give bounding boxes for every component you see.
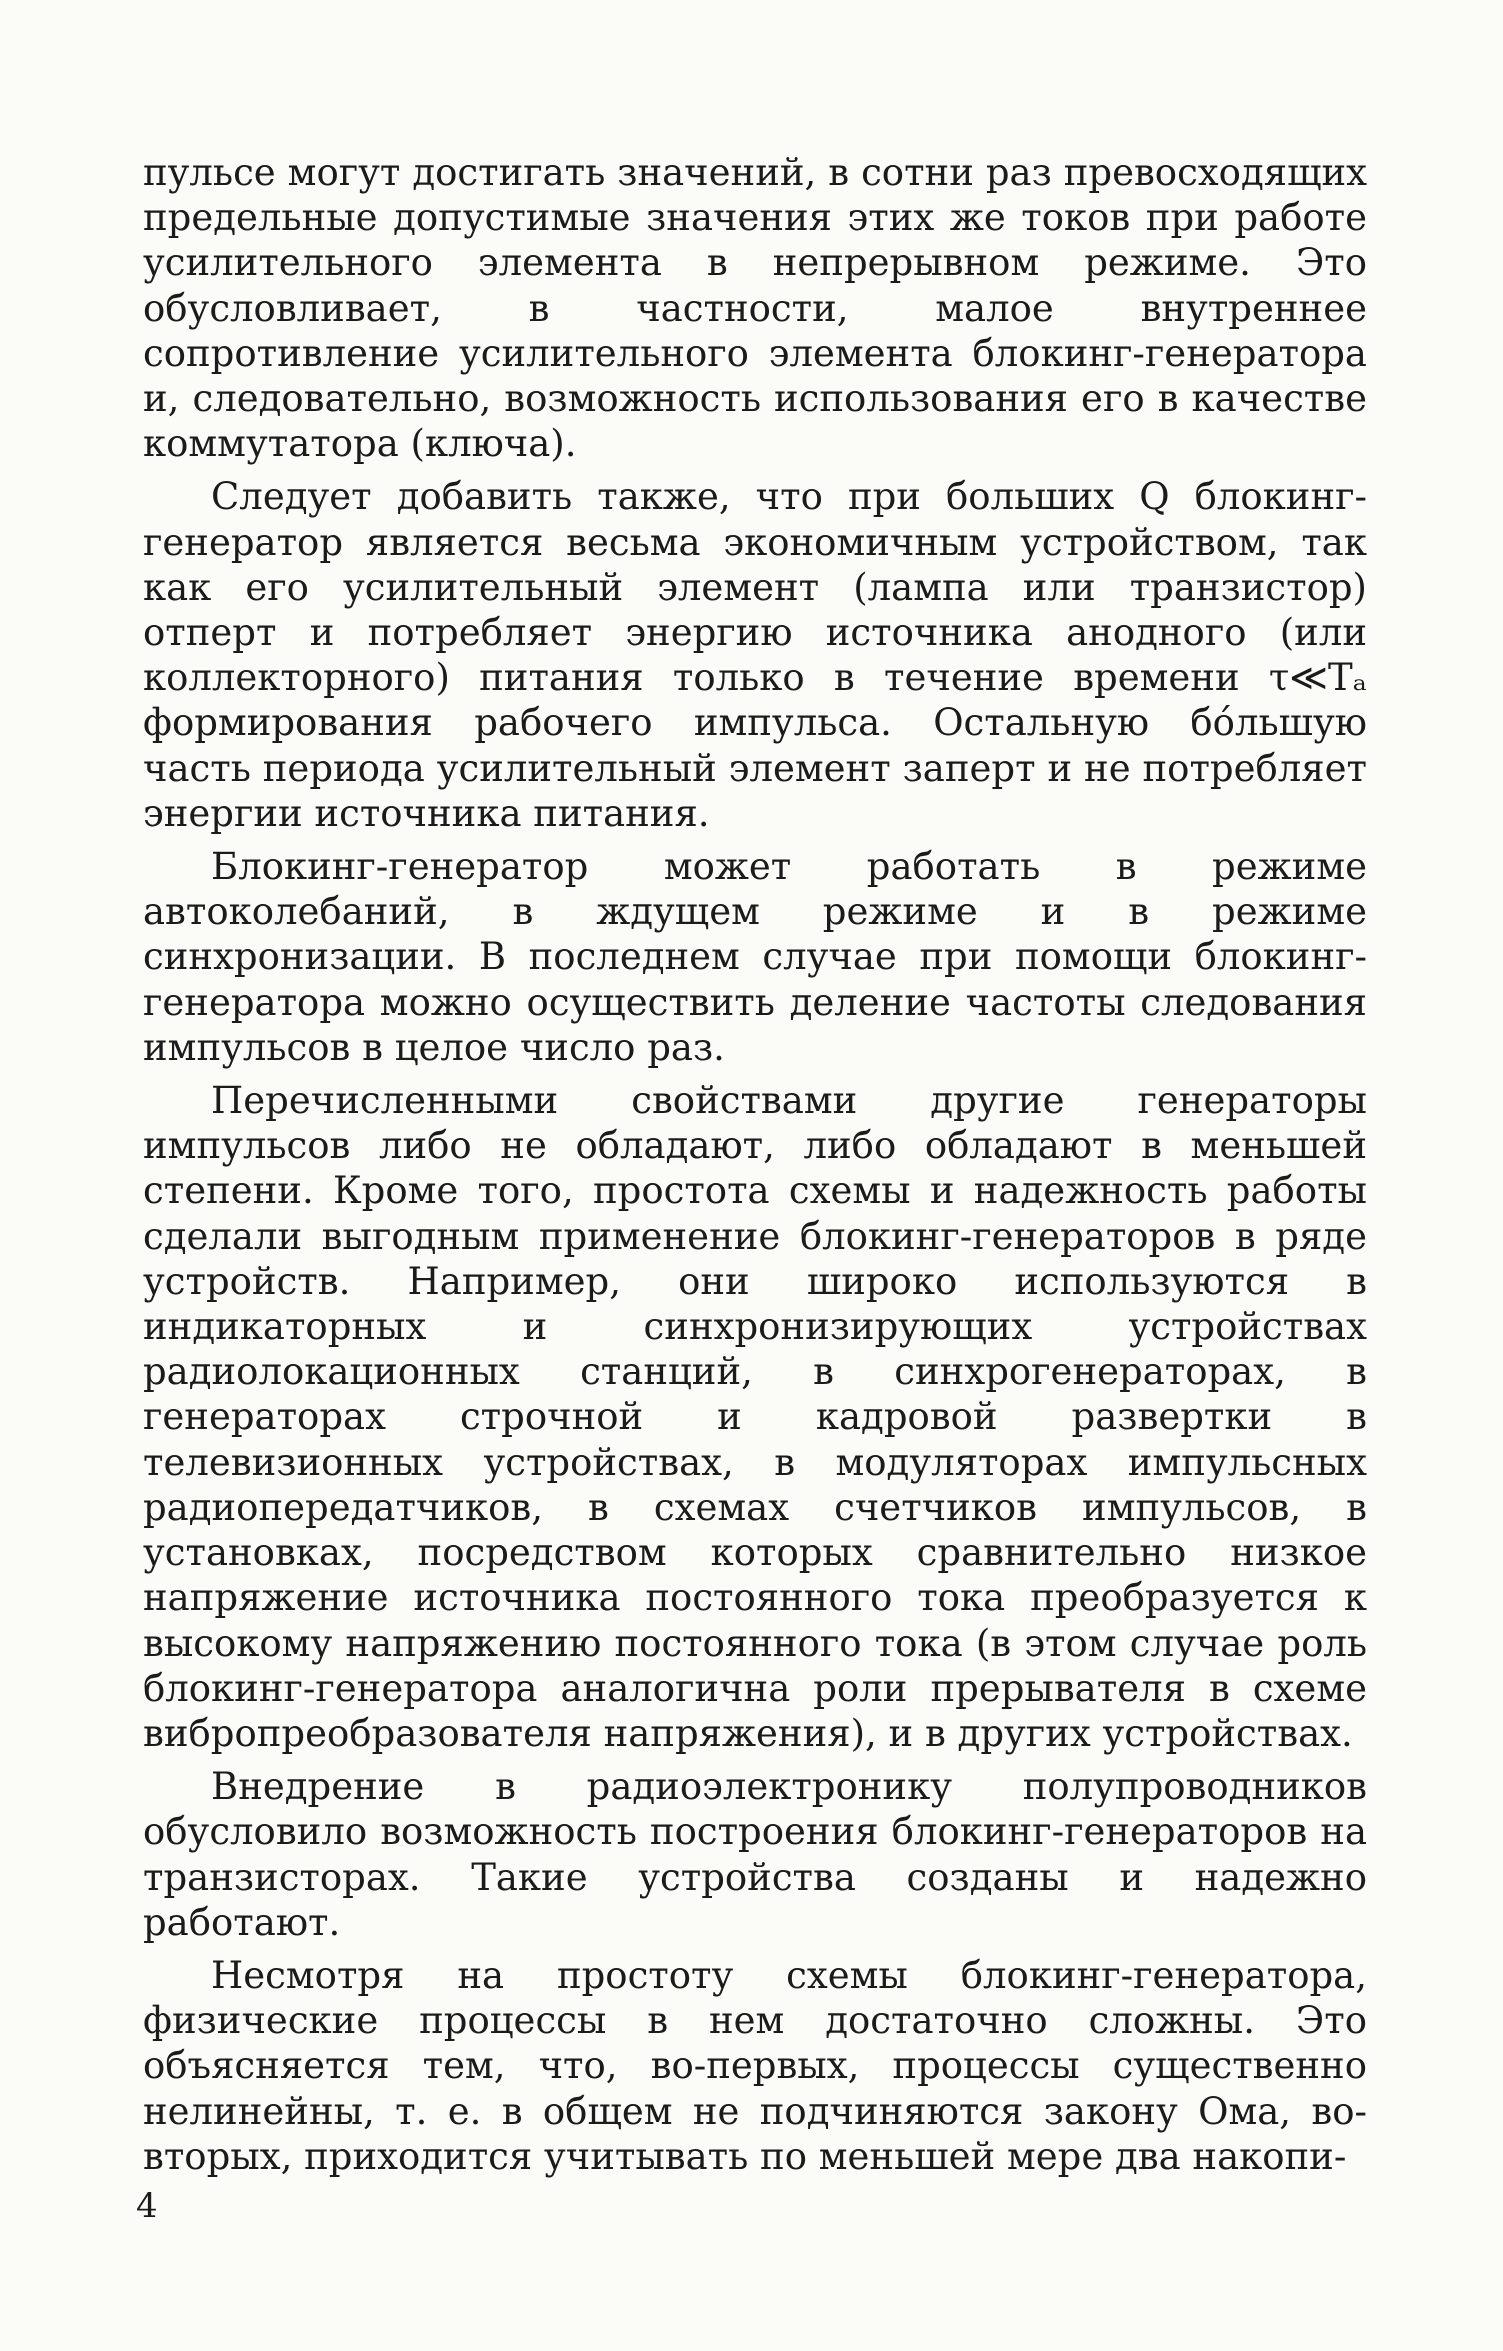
paragraph-4: Перечисленными свойствами другие генераторы импульсов либо не обладают, либо обладают в меньшей степени. Кроме того, простота схемы и надежность работы сделали выгодным применение блокинг-генераторов в ряде устройств. Например, они широко используются в индикаторных и синхронизирующих устройствах радиолокационных станций, в синхрогенераторах, в генераторах строчной и кадровой развертки в телевизионных устройствах, в модуляторах импульсных радиопередатчиков, в схемах счетчиков импульсов, в установках, посредством которых сравнительно низкое напряжение источника постоянного тока преобразуется к высокому напряжению постоянного тока (в этом случае роль блокинг-генератора аналогична роли прерывателя в схеме вибропреобразователя напряжения), и в других устройствах. bbox=[143, 1079, 1367, 1755]
paragraph-1: пульсе могут достигать значений, в сотни раз превосходящих предельные допустимые значения этих же токов при работе усилительного элемента в непрерывном режиме. Это обусловливает, в частности, малое внутреннее сопротивление усилительного элемента блокинг-генератора и, следовательно, возможность использования его в качестве коммутатора (ключа). bbox=[143, 151, 1367, 466]
page-body bbox=[143, 150, 1367, 2187]
paragraph-6: Несмотря на простоту схемы блокинг-генератора, физические процессы в нем достаточно сложны. Это объясняется тем, что, во-первых, процессы существенно нелинейны, т. е. в общем не подчиняются закону Ома, во-вторых, приходится учитывать по меньшей мере два накопи- bbox=[143, 1953, 1367, 2178]
paragraph-2: Следует добавить также, что при больших Q блокинг-генератор является весьма экономичным устройством, так как его усилительный элемент (лампа или транзистор) отперт и потребляет энергию источника анодного (или коллекторного) питания только в течение времени τ≪Tₐ формирования рабочего импульса. Остальную бо́льшую часть периода усилительный элемент заперт и не потребляет энергии источника питания. bbox=[143, 475, 1367, 835]
paragraph-3: Блокинг-генератор может работать в режиме автоколебаний, в ждущем режиме и в режиме синхронизации. В последнем случае при помощи блокинг-генератора можно осуществить деление частоты следования импульсов в целое число раз. bbox=[143, 845, 1367, 1069]
page-number: 4 bbox=[136, 2186, 158, 2226]
paragraph-5: Внедрение в радиоэлектронику полупроводников обусловило возможность построения блокинг-генераторов на транзисторах. Такие устройства созданы и надежно работают. bbox=[143, 1765, 1367, 1944]
